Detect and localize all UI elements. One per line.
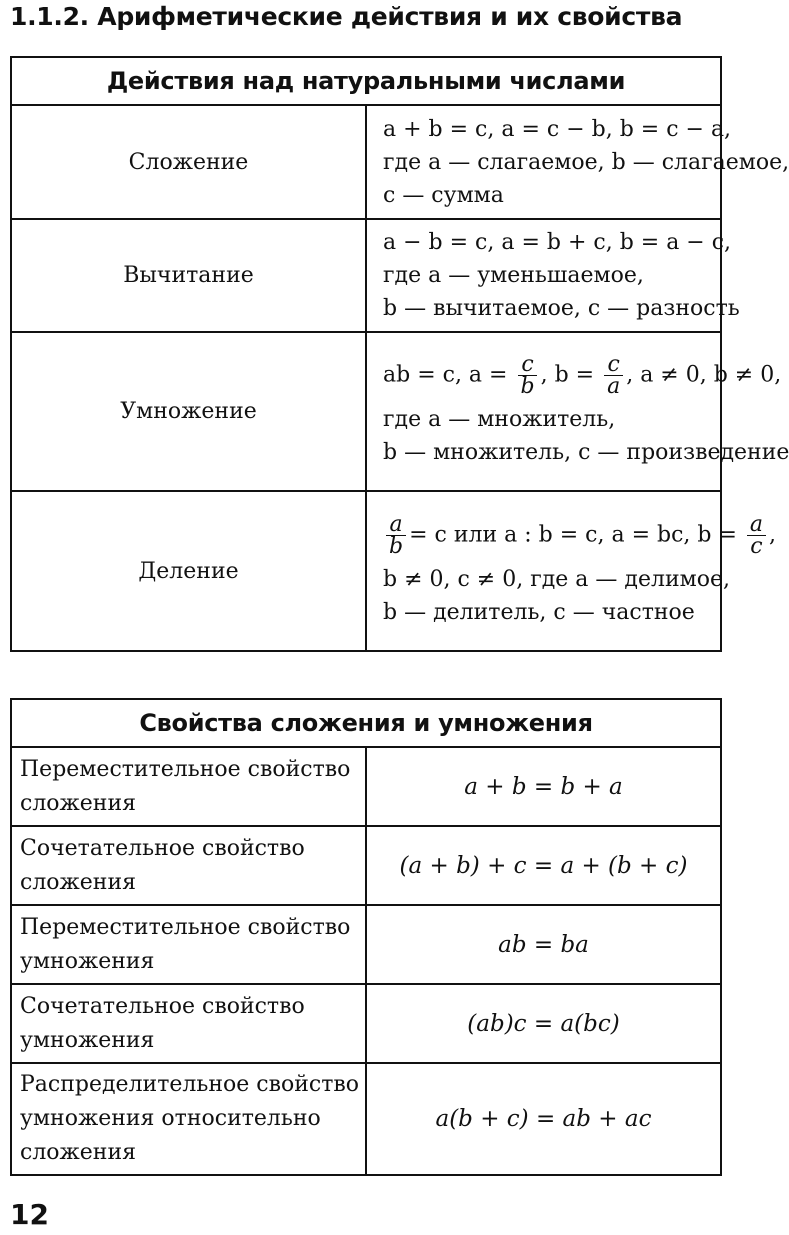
operation-formula: a + b = c, a = c − b, b = c − a, <box>383 116 732 142</box>
operation-description: где a — слагаемое, b — слагаемое, <box>383 149 789 175</box>
operation-formula <box>383 352 782 399</box>
operation-formula <box>383 511 777 559</box>
table-row <box>11 826 721 905</box>
property-name: Сочетательное свойство умножения <box>11 984 366 1063</box>
table-row <box>11 1063 721 1175</box>
operation-definition <box>366 105 789 219</box>
fraction-numerator: a <box>386 514 405 536</box>
fraction-denominator: a <box>607 374 621 399</box>
operation-description: b ≠ 0, c ≠ 0, где a — делимое, <box>383 566 730 592</box>
fraction <box>604 354 623 397</box>
operation-definition <box>366 219 740 332</box>
table-row <box>11 105 721 219</box>
table-row <box>11 491 721 651</box>
operation-description: b — делитель, c — частное <box>383 599 695 625</box>
operations-table <box>10 56 789 652</box>
property-formula: a(b + c) = ab + ac <box>366 1063 721 1175</box>
properties-table <box>10 698 722 1176</box>
fraction-numerator: a <box>747 514 766 536</box>
operation-description: b — множитель, c — произведение <box>383 440 789 465</box>
operation-definition <box>366 332 789 491</box>
table-row <box>11 984 721 1063</box>
property-name: Сочетательное свойство сложения <box>11 826 366 905</box>
property-name: Переместительное свойство сложения <box>11 747 366 826</box>
operation-description: c — сумма <box>383 182 504 208</box>
fraction-denominator: b <box>389 533 404 559</box>
page-number: 12 <box>10 1198 49 1231</box>
formula-text: , a ≠ 0, b ≠ 0, <box>626 362 782 388</box>
fraction-denominator: b <box>520 374 535 399</box>
fraction-denominator: c <box>750 533 763 559</box>
properties-table-header: Свойства сложения и умножения <box>11 699 721 747</box>
property-formula: (a + b) + c = a + (b + c) <box>366 826 721 905</box>
operation-description: b — вычитаемое, c — разность <box>383 296 740 321</box>
property-formula: (ab)c = a(bc) <box>366 984 721 1063</box>
operations-table-header: Действия над натуральными числами <box>11 57 721 105</box>
property-name: Переместительное свойство умножения <box>11 905 366 984</box>
formula-text: , <box>769 522 777 547</box>
table-row <box>11 219 721 332</box>
operation-name: Умножение <box>11 332 366 491</box>
fraction <box>517 354 537 397</box>
operation-name: Вычитание <box>11 219 366 332</box>
property-formula: ab = ba <box>366 905 721 984</box>
property-name: Распределительное свойство умножения относительно сложения <box>11 1063 366 1175</box>
fraction-numerator: c <box>604 354 622 376</box>
operation-description: где a — множитель, <box>383 407 616 432</box>
section-title: 1.1.2. Арифметические действия и их свойства <box>10 2 683 31</box>
formula-text: ab = c, a = <box>383 362 508 388</box>
operation-definition <box>366 491 777 651</box>
table-row <box>11 747 721 826</box>
formula-text: = c или a : b = c, a = bc, b = <box>409 522 737 547</box>
operation-name: Сложение <box>11 105 366 219</box>
table-row <box>11 332 721 491</box>
table-row <box>11 905 721 984</box>
operation-formula: a − b = c, a = b + c, b = a − c, <box>383 230 732 255</box>
property-formula: a + b = b + a <box>366 747 721 826</box>
formula-text: , b = <box>540 362 595 388</box>
operation-description: где a — уменьшаемое, <box>383 263 644 288</box>
fraction <box>747 511 766 559</box>
fraction <box>386 511 406 559</box>
fraction-numerator: c <box>518 354 536 376</box>
operation-name: Деление <box>11 491 366 651</box>
